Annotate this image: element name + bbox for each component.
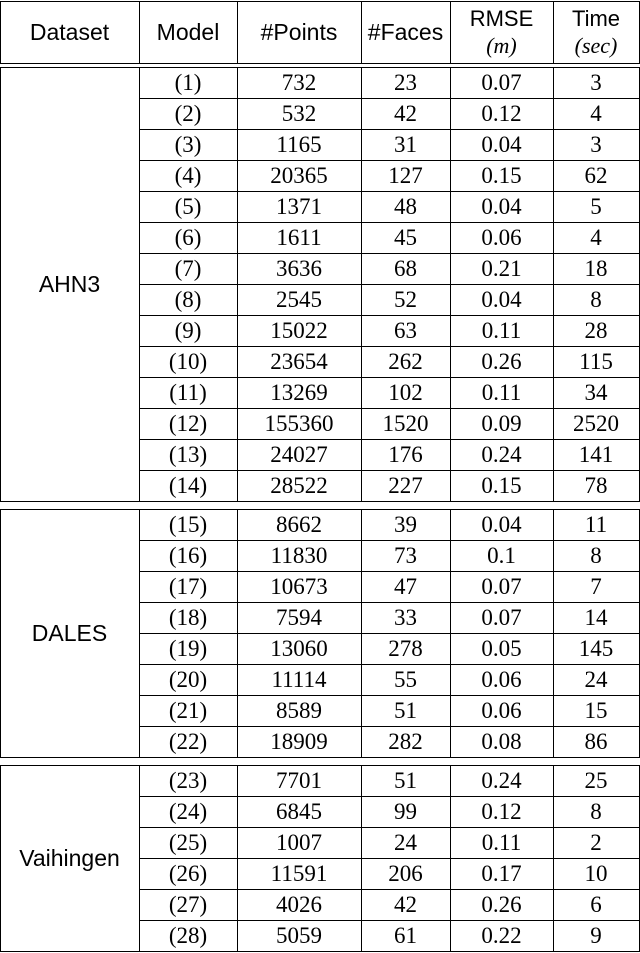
cell-faces: 33 xyxy=(394,605,417,630)
cell-time: 145 xyxy=(578,636,614,661)
cell-model: (27) xyxy=(168,892,208,917)
cell-rmse: 0.22 xyxy=(481,923,522,948)
cell-time: 4 xyxy=(590,225,602,250)
cell-rmse: 0.07 xyxy=(481,70,522,95)
dataset-label: Vaihingen xyxy=(19,844,120,871)
cell-rmse: 0.04 xyxy=(481,194,522,219)
cell-model: (22) xyxy=(168,729,208,754)
cell-model: (3) xyxy=(174,132,202,157)
cell-faces: 102 xyxy=(388,380,423,405)
cell-points: 532 xyxy=(281,101,317,126)
cell-model: (12) xyxy=(168,411,208,436)
cell-model: (7) xyxy=(174,256,202,281)
cell-model: (25) xyxy=(168,830,208,855)
cell-points: 11830 xyxy=(270,543,328,568)
cell-points: 3636 xyxy=(276,256,322,281)
cell-model: (15) xyxy=(168,512,208,537)
group-bottom-rule-1 xyxy=(0,757,640,758)
cell-faces: 176 xyxy=(388,442,423,467)
cell-rmse: 0.11 xyxy=(481,318,522,343)
cell-points: 1371 xyxy=(276,194,322,219)
cell-faces: 227 xyxy=(388,473,423,498)
cell-model: (20) xyxy=(168,667,208,692)
cell-faces: 63 xyxy=(394,318,417,343)
cell-points: 2545 xyxy=(276,287,322,312)
cell-time: 28 xyxy=(584,318,608,343)
cell-model: (14) xyxy=(168,473,208,498)
cell-model: (11) xyxy=(169,380,207,405)
cell-time: 3 xyxy=(590,70,602,95)
cell-rmse: 0.05 xyxy=(481,636,522,661)
cell-points: 8662 xyxy=(276,512,322,537)
cell-points: 1165 xyxy=(276,132,322,157)
header-points: #Points xyxy=(260,18,338,45)
cell-rmse: 0.12 xyxy=(481,799,522,824)
cell-model: (17) xyxy=(168,574,208,599)
cell-rmse: 0.04 xyxy=(481,132,522,157)
dataset-label: DALES xyxy=(31,619,108,646)
cell-rmse: 0.08 xyxy=(481,729,522,754)
cell-model: (23) xyxy=(168,768,208,793)
cell-points: 4026 xyxy=(276,892,322,917)
cell-model: (21) xyxy=(168,698,208,723)
cell-time: 5 xyxy=(590,194,602,219)
cell-model: (4) xyxy=(174,163,202,188)
cell-rmse: 0.06 xyxy=(481,667,522,692)
cell-points: 28522 xyxy=(270,473,328,498)
cell-time: 62 xyxy=(584,163,608,188)
cell-rmse: 0.04 xyxy=(481,287,522,312)
cell-time: 34 xyxy=(584,380,608,405)
cell-rmse: 0.26 xyxy=(481,892,522,917)
cell-model: (19) xyxy=(168,636,208,661)
cell-faces: 99 xyxy=(394,799,417,824)
cell-faces: 23 xyxy=(394,70,417,95)
cell-time: 14 xyxy=(584,605,608,630)
cell-points: 13060 xyxy=(270,636,328,661)
cell-points: 1007 xyxy=(276,830,322,855)
cell-model: (1) xyxy=(174,70,202,95)
cell-rmse: 0.24 xyxy=(481,442,522,467)
cell-rmse: 0.11 xyxy=(481,830,522,855)
cell-points: 7701 xyxy=(276,768,322,793)
cell-time: 18 xyxy=(584,256,608,281)
cell-model: (26) xyxy=(168,861,208,886)
cell-points: 5059 xyxy=(276,923,322,948)
cell-faces: 68 xyxy=(394,256,417,281)
cell-faces: 127 xyxy=(388,163,423,188)
cell-rmse: 0.09 xyxy=(481,411,522,436)
cell-faces: 47 xyxy=(394,574,417,599)
cell-rmse: 0.26 xyxy=(481,349,522,374)
cell-model: (13) xyxy=(168,442,208,467)
cell-model: (18) xyxy=(168,605,208,630)
header-time xyxy=(553,1,639,63)
cell-rmse: 0.24 xyxy=(481,768,522,793)
cell-points: 11114 xyxy=(271,667,327,692)
cell-faces: 282 xyxy=(388,729,423,754)
header-rmse-label: RMSE xyxy=(469,5,534,31)
cell-time: 10 xyxy=(584,861,608,886)
cell-rmse: 0.17 xyxy=(481,861,522,886)
cell-time: 4 xyxy=(590,101,602,126)
dataset-label: AHN3 xyxy=(38,270,101,297)
header-model: Model xyxy=(156,18,220,45)
cell-time: 8 xyxy=(590,287,602,312)
cell-faces: 262 xyxy=(388,349,423,374)
cell-model: (10) xyxy=(168,349,208,374)
cell-model: (2) xyxy=(174,101,202,126)
header-time-unit: (sec) xyxy=(574,32,618,58)
cell-faces: 1520 xyxy=(382,411,429,436)
header-faces: #Faces xyxy=(367,18,444,45)
cell-model: (8) xyxy=(174,287,202,312)
cell-model: (5) xyxy=(174,194,202,219)
cell-rmse: 0.07 xyxy=(481,574,522,599)
cell-time: 25 xyxy=(584,768,608,793)
cell-points: 8589 xyxy=(276,698,322,723)
cell-time: 9 xyxy=(590,923,602,948)
cell-points: 732 xyxy=(281,70,317,95)
cell-time: 15 xyxy=(584,698,608,723)
cell-points: 11591 xyxy=(270,861,328,886)
cell-faces: 39 xyxy=(394,512,417,537)
group-bottom-rule-2 xyxy=(0,951,640,952)
cell-faces: 55 xyxy=(394,667,417,692)
cell-time: 2520 xyxy=(573,411,619,436)
cell-model: (16) xyxy=(168,543,208,568)
header-time-label: Time xyxy=(571,5,621,31)
cell-faces: 61 xyxy=(394,923,417,948)
cell-faces: 52 xyxy=(394,287,417,312)
cell-points: 10673 xyxy=(270,574,328,599)
cell-faces: 42 xyxy=(394,892,417,917)
cell-faces: 24 xyxy=(394,830,417,855)
cell-points: 7594 xyxy=(276,605,322,630)
cell-time: 86 xyxy=(584,729,608,754)
cell-faces: 73 xyxy=(394,543,417,568)
cell-rmse: 0.21 xyxy=(481,256,522,281)
group-bottom-rule-0 xyxy=(0,501,640,502)
cell-faces: 51 xyxy=(394,698,417,723)
cell-faces: 48 xyxy=(394,194,417,219)
cell-rmse: 0.1 xyxy=(487,543,516,568)
cell-model: (9) xyxy=(174,318,202,343)
cell-rmse: 0.15 xyxy=(481,473,522,498)
header-rmse xyxy=(450,1,553,63)
cell-points: 13269 xyxy=(270,380,328,405)
cell-points: 15022 xyxy=(270,318,328,343)
cell-points: 1611 xyxy=(276,225,322,250)
cell-time: 78 xyxy=(584,473,608,498)
cell-rmse: 0.06 xyxy=(481,698,522,723)
cell-model: (24) xyxy=(168,799,208,824)
cell-rmse: 0.06 xyxy=(481,225,522,250)
cell-points: 20365 xyxy=(270,163,328,188)
cell-time: 8 xyxy=(590,543,602,568)
header-bottom-rule xyxy=(0,63,640,64)
cell-rmse: 0.07 xyxy=(481,605,522,630)
cell-points: 18909 xyxy=(270,729,328,754)
cell-points: 155360 xyxy=(264,411,334,436)
cell-faces: 31 xyxy=(394,132,417,157)
header-rmse-unit: (m) xyxy=(486,32,517,58)
cell-points: 24027 xyxy=(270,442,328,467)
cell-faces: 206 xyxy=(388,861,423,886)
cell-rmse: 0.11 xyxy=(481,380,522,405)
cell-faces: 51 xyxy=(394,768,417,793)
cell-time: 24 xyxy=(584,667,608,692)
cell-rmse: 0.15 xyxy=(481,163,522,188)
cell-faces: 45 xyxy=(394,225,417,250)
cell-time: 8 xyxy=(590,799,602,824)
cell-points: 23654 xyxy=(270,349,328,374)
cell-model: (6) xyxy=(174,225,202,250)
cell-time: 2 xyxy=(590,830,602,855)
cell-time: 6 xyxy=(590,892,602,917)
cell-time: 3 xyxy=(590,132,602,157)
cell-points: 6845 xyxy=(276,799,322,824)
header-dataset: Dataset xyxy=(29,18,110,45)
cell-rmse: 0.12 xyxy=(481,101,522,126)
cell-time: 141 xyxy=(578,442,614,467)
cell-time: 11 xyxy=(584,512,608,537)
cell-rmse: 0.04 xyxy=(481,512,522,537)
cell-faces: 278 xyxy=(388,636,423,661)
cell-time: 115 xyxy=(579,349,613,374)
cell-time: 7 xyxy=(590,574,602,599)
cell-model: (28) xyxy=(168,923,208,948)
cell-faces: 42 xyxy=(394,101,417,126)
